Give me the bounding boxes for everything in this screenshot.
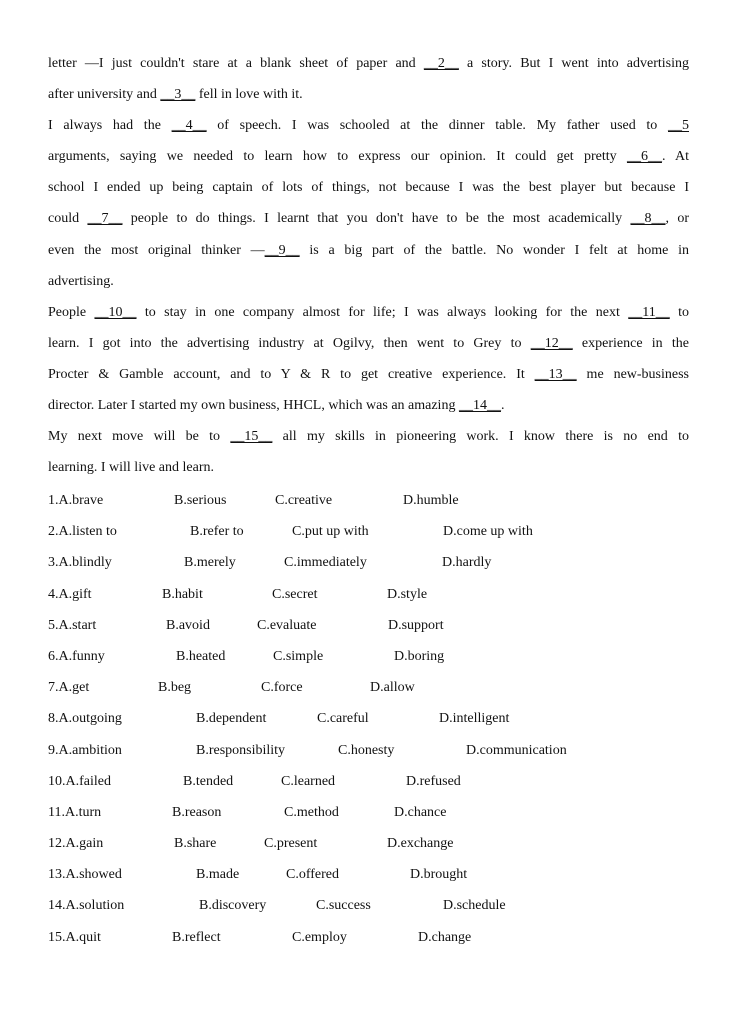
option-d[interactable]: D.change bbox=[418, 929, 472, 945]
passage-text: people to do things. I learnt that you don't have to be the most academically bbox=[122, 211, 631, 227]
question-row bbox=[48, 864, 689, 895]
option-a[interactable] bbox=[48, 677, 89, 699]
question-row bbox=[48, 802, 689, 833]
passage-text: to bbox=[669, 304, 689, 320]
answer-blank[interactable]: __15__ bbox=[230, 429, 273, 445]
answer-blank[interactable]: __12__ bbox=[530, 335, 573, 351]
answer-blank[interactable]: __5 bbox=[668, 118, 689, 134]
question-number: 4. bbox=[48, 586, 59, 602]
option-text: A.gain bbox=[65, 836, 104, 852]
passage-text: , or bbox=[665, 211, 689, 227]
answer-blank[interactable]: __8__ bbox=[630, 211, 666, 227]
passage-text: to stay in one company almost for life; I was always looking for the next bbox=[136, 304, 629, 320]
option-d[interactable]: D.schedule bbox=[443, 898, 506, 914]
passage-text: . bbox=[500, 398, 505, 414]
question-number: 12. bbox=[48, 836, 66, 852]
option-c[interactable]: C.careful bbox=[317, 711, 369, 727]
option-a[interactable] bbox=[48, 833, 103, 855]
question-row bbox=[48, 771, 689, 802]
option-c[interactable]: C.simple bbox=[273, 648, 324, 664]
passage-text: I always had the bbox=[48, 118, 172, 134]
question-row bbox=[48, 740, 689, 771]
option-c[interactable]: C.employ bbox=[292, 929, 347, 945]
option-b[interactable]: B.heated bbox=[176, 648, 226, 664]
option-d[interactable]: D.brought bbox=[410, 867, 468, 883]
option-a[interactable] bbox=[48, 708, 122, 730]
option-b[interactable]: B.share bbox=[174, 836, 217, 852]
option-c[interactable]: C.offered bbox=[286, 867, 339, 883]
passage-line bbox=[48, 177, 689, 208]
question-row bbox=[48, 490, 689, 521]
passage-text: arguments, saying we needed to learn how to express our opinion. It could get pretty bbox=[48, 149, 627, 165]
question-row bbox=[48, 708, 689, 739]
passage-line bbox=[48, 84, 689, 115]
answer-blank[interactable]: __10__ bbox=[94, 304, 137, 320]
option-text: A.get bbox=[58, 680, 90, 696]
option-text: A.start bbox=[58, 617, 97, 633]
option-text: A.brave bbox=[58, 493, 104, 508]
answer-blank[interactable]: __11__ bbox=[628, 304, 670, 320]
passage-text: director. Later I started my own business, HHCL, which was an amazing bbox=[48, 398, 459, 414]
option-c[interactable]: C.present bbox=[264, 836, 318, 852]
option-text: A.ambition bbox=[58, 742, 122, 758]
question-number: 11. bbox=[48, 804, 65, 820]
question-row bbox=[48, 895, 689, 926]
option-b[interactable]: B.discovery bbox=[199, 898, 267, 914]
question-number: 1. bbox=[48, 493, 59, 508]
option-c[interactable]: C.put up with bbox=[292, 524, 369, 540]
passage-text: even the most original thinker — bbox=[48, 242, 265, 258]
question-row bbox=[48, 833, 689, 864]
passage-text: a story. But I went into advertising bbox=[458, 56, 689, 71]
option-d[interactable]: D.chance bbox=[394, 804, 447, 820]
option-c[interactable]: C.learned bbox=[281, 773, 336, 789]
option-b[interactable]: B.tended bbox=[183, 773, 234, 789]
question-number: 2. bbox=[48, 524, 59, 540]
option-c[interactable]: C.evaluate bbox=[257, 617, 317, 633]
option-a[interactable] bbox=[48, 646, 105, 668]
passage-line bbox=[48, 302, 689, 333]
option-b[interactable]: B.responsibility bbox=[196, 742, 286, 758]
option-a[interactable] bbox=[48, 864, 122, 886]
passage-line bbox=[48, 115, 689, 146]
option-d[interactable]: D.allow bbox=[370, 680, 415, 696]
option-a[interactable] bbox=[48, 802, 101, 824]
option-text: A.quit bbox=[65, 929, 101, 945]
passage-line bbox=[48, 53, 689, 84]
option-c[interactable]: C.immediately bbox=[284, 555, 367, 571]
passage-text: could bbox=[48, 211, 88, 227]
option-d[interactable]: D.boring bbox=[394, 648, 445, 664]
passage-text: after university and bbox=[48, 87, 161, 103]
answer-blank[interactable]: __6__ bbox=[626, 149, 662, 165]
passage-text: all my skills in pioneering work. I know there is no end to bbox=[272, 429, 689, 445]
question-number: 10. bbox=[48, 773, 66, 789]
passage-text: advertising. bbox=[48, 273, 114, 289]
option-b[interactable]: B.habit bbox=[162, 586, 203, 602]
passage-text: letter —I just couldn't stare at a blank sheet of paper and bbox=[48, 56, 424, 71]
option-text: A.blindly bbox=[58, 555, 112, 571]
passage-text: fell in love with it. bbox=[195, 87, 303, 103]
passage-line bbox=[48, 333, 689, 364]
option-text: A.solution bbox=[65, 898, 125, 914]
question-number: 15. bbox=[48, 929, 66, 945]
passage-line bbox=[48, 240, 689, 271]
question-row bbox=[48, 646, 689, 677]
option-a[interactable] bbox=[48, 552, 112, 574]
question-number: 3. bbox=[48, 555, 59, 571]
option-text: A.funny bbox=[58, 648, 105, 664]
question-number: 6. bbox=[48, 648, 59, 664]
passage-line bbox=[48, 208, 689, 239]
passage-text: . At bbox=[661, 149, 689, 165]
option-text: A.failed bbox=[65, 773, 111, 789]
question-row bbox=[48, 927, 689, 958]
option-text: A.outgoing bbox=[58, 711, 122, 727]
question-number: 9. bbox=[48, 742, 59, 758]
option-c[interactable]: C.success bbox=[316, 898, 371, 914]
answer-blank[interactable]: __14__ bbox=[458, 398, 501, 414]
option-b[interactable]: B.merely bbox=[184, 555, 236, 571]
option-c[interactable]: C.honesty bbox=[338, 742, 395, 758]
option-d[interactable]: D.refused bbox=[406, 773, 461, 789]
passage-line bbox=[48, 426, 689, 457]
option-d[interactable]: D.intelligent bbox=[439, 711, 510, 727]
option-b[interactable]: B.reflect bbox=[172, 929, 221, 945]
question-row bbox=[48, 584, 689, 615]
option-d[interactable]: D.hardly bbox=[442, 555, 492, 571]
option-text: A.showed bbox=[65, 867, 122, 883]
answer-blank[interactable]: __7__ bbox=[87, 211, 123, 227]
option-b[interactable]: B.made bbox=[196, 867, 240, 883]
passage-text: me new-business bbox=[576, 366, 689, 382]
cloze-passage bbox=[48, 53, 689, 488]
option-d[interactable]: D.support bbox=[388, 617, 444, 633]
passage-text: school I ended up being captain of lots of things, not because I was the best player but because I bbox=[48, 180, 689, 196]
passage-line bbox=[48, 395, 689, 426]
option-a[interactable] bbox=[48, 771, 111, 793]
passage-text: is a big part of the battle. No wonder I felt at home in bbox=[299, 242, 689, 258]
option-d[interactable]: D.communication bbox=[466, 742, 567, 758]
option-a[interactable] bbox=[48, 895, 124, 917]
answer-blank[interactable]: __3__ bbox=[160, 87, 196, 103]
option-text: A.turn bbox=[64, 804, 102, 820]
option-a[interactable] bbox=[48, 740, 122, 762]
passage-text: of speech. I was schooled at the dinner table. My father used to bbox=[206, 118, 668, 134]
option-b[interactable]: B.dependent bbox=[196, 711, 267, 727]
option-a[interactable] bbox=[48, 927, 101, 949]
option-a[interactable] bbox=[48, 615, 96, 637]
option-c[interactable]: C.method bbox=[284, 804, 339, 820]
question-number: 5. bbox=[48, 617, 59, 633]
passage-line bbox=[48, 146, 689, 177]
answer-blank[interactable]: __2__ bbox=[423, 56, 459, 71]
question-number: 13. bbox=[48, 867, 66, 883]
passage-text: experience in the bbox=[572, 335, 689, 351]
option-text: A.listen to bbox=[58, 524, 117, 540]
option-b[interactable]: B.avoid bbox=[166, 617, 210, 633]
option-c[interactable]: C.secret bbox=[272, 586, 318, 602]
answer-blank[interactable]: __4__ bbox=[171, 118, 207, 134]
question-number: 8. bbox=[48, 711, 59, 727]
option-d[interactable]: D.humble bbox=[403, 493, 459, 508]
question-row bbox=[48, 521, 689, 552]
passage-text: learning. I will live and learn. bbox=[48, 460, 214, 476]
option-c[interactable]: C.creative bbox=[275, 493, 333, 508]
option-b[interactable]: B.serious bbox=[174, 493, 227, 508]
question-row bbox=[48, 552, 689, 583]
option-d[interactable]: D.exchange bbox=[387, 836, 454, 852]
option-a[interactable] bbox=[48, 521, 117, 543]
answer-options-list bbox=[48, 490, 689, 958]
passage-text: People bbox=[48, 304, 95, 320]
option-d[interactable]: D.come up with bbox=[443, 524, 533, 540]
answer-blank[interactable]: __13__ bbox=[534, 366, 577, 382]
passage-line bbox=[48, 271, 689, 302]
answer-blank[interactable]: __9__ bbox=[264, 242, 300, 258]
option-b[interactable]: B.reason bbox=[172, 804, 222, 820]
question-row bbox=[48, 615, 689, 646]
question-number: 7. bbox=[48, 680, 59, 696]
passage-line bbox=[48, 457, 689, 488]
question-row bbox=[48, 677, 689, 708]
option-text: A.gift bbox=[58, 586, 92, 602]
option-a[interactable] bbox=[48, 490, 103, 512]
question-number: 14. bbox=[48, 898, 66, 914]
option-b[interactable]: B.refer to bbox=[190, 524, 244, 540]
passage-text: My next move will be to bbox=[48, 429, 231, 445]
passage-line bbox=[48, 364, 689, 395]
option-d[interactable]: D.style bbox=[387, 586, 428, 602]
passage-text: Procter & Gamble account, and to Y & R to get creative experience. It bbox=[48, 366, 535, 382]
passage-text: learn. I got into the advertising industry at Ogilvy, then went to Grey to bbox=[48, 335, 531, 351]
option-a[interactable] bbox=[48, 584, 92, 606]
option-b[interactable]: B.beg bbox=[158, 680, 192, 696]
option-c[interactable]: C.force bbox=[261, 680, 303, 696]
